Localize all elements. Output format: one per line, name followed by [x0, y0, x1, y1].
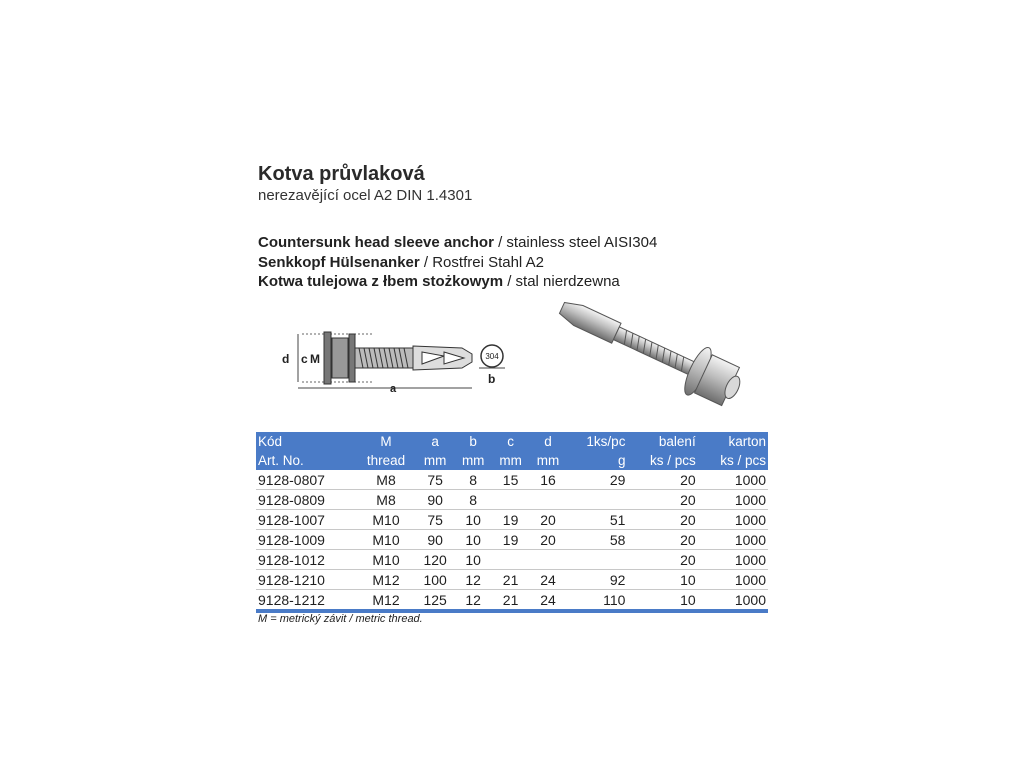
- cell-d: 16: [529, 470, 566, 490]
- dim-label-a: a: [390, 383, 397, 394]
- cell-c: 15: [492, 470, 529, 490]
- cell-package: 10: [627, 570, 697, 590]
- dim-label-d: d: [282, 352, 290, 366]
- col-subheader-thread: thread: [356, 451, 416, 470]
- anchor-dimension-diagram: [272, 326, 508, 394]
- cell-d: [529, 490, 566, 510]
- cell-carton: 1000: [698, 470, 768, 490]
- col-subheader-b: mm: [454, 451, 491, 470]
- cell-c: 21: [492, 590, 529, 612]
- table-row: [256, 530, 768, 550]
- col-subheader-a: mm: [416, 451, 455, 470]
- col-subheader-d: mm: [529, 451, 566, 470]
- col-subheader-package: ks / pcs: [627, 451, 697, 470]
- cell-c: 19: [492, 510, 529, 530]
- col-header-c: c: [492, 432, 529, 451]
- cell-b: 12: [454, 590, 491, 612]
- cell-weight: 92: [567, 570, 628, 590]
- table-row: [256, 490, 768, 510]
- cell-package: 20: [627, 530, 697, 550]
- cell-code: 9128-1212: [256, 590, 356, 612]
- cell-package: 20: [627, 470, 697, 490]
- cell-carton: 1000: [698, 550, 768, 570]
- cell-c: [492, 490, 529, 510]
- col-header-thread: M: [356, 432, 416, 451]
- table-row: [256, 510, 768, 530]
- cell-thread: M8: [356, 490, 416, 510]
- description-line-pl: Kotwa tulejowa z łbem stożkowym / stal nierdzewna: [258, 273, 620, 290]
- cell-carton: 1000: [698, 490, 768, 510]
- cell-thread: M10: [356, 530, 416, 550]
- table-header-row: [256, 432, 768, 451]
- cell-thread: M12: [356, 590, 416, 612]
- cell-thread: M12: [356, 570, 416, 590]
- cell-weight: 51: [567, 510, 628, 530]
- cell-carton: 1000: [698, 590, 768, 612]
- col-header-a: a: [416, 432, 455, 451]
- col-header-b: b: [454, 432, 491, 451]
- cell-weight: [567, 550, 628, 570]
- cell-a: 75: [416, 470, 455, 490]
- col-subheader-c: mm: [492, 451, 529, 470]
- spec-table: [256, 432, 768, 613]
- description-line-en: Countersunk head sleeve anchor / stainless steel AISI304: [258, 234, 658, 251]
- cell-weight: 58: [567, 530, 628, 550]
- cell-d: [529, 550, 566, 570]
- cell-d: 24: [529, 590, 566, 612]
- page-subtitle: nerezavějící ocel A2 DIN 1.4301: [258, 187, 473, 204]
- col-header-code: Kód: [256, 432, 356, 451]
- table-header-row: [256, 451, 768, 470]
- cell-b: 10: [454, 530, 491, 550]
- anchor-product-photo: [540, 293, 780, 423]
- cell-code: 9128-0807: [256, 470, 356, 490]
- cell-package: 10: [627, 590, 697, 612]
- col-header-weight: 1ks/pc: [567, 432, 628, 451]
- material-badge: 304: [485, 352, 499, 361]
- cell-thread: M10: [356, 510, 416, 530]
- dim-label-b: b: [488, 372, 496, 386]
- cell-code: 9128-0809: [256, 490, 356, 510]
- col-subheader-carton: ks / pcs: [698, 451, 768, 470]
- cell-code: 9128-1012: [256, 550, 356, 570]
- cell-a: 75: [416, 510, 455, 530]
- cell-package: 20: [627, 490, 697, 510]
- cell-b: 8: [454, 470, 491, 490]
- description-line-de: Senkkopf Hülsenanker / Rostfrei Stahl A2: [258, 253, 544, 271]
- cell-a: 100: [416, 570, 455, 590]
- col-header-d: d: [529, 432, 566, 451]
- col-header-package: balení: [627, 432, 697, 451]
- col-subheader-weight: g: [567, 451, 628, 470]
- col-header-carton: karton: [698, 432, 768, 451]
- dim-label-M: M: [310, 352, 320, 366]
- cell-carton: 1000: [698, 510, 768, 530]
- cell-code: 9128-1009: [256, 530, 356, 550]
- table-row: [256, 470, 768, 490]
- cell-c: [492, 550, 529, 570]
- descriptions: [258, 233, 657, 292]
- footnote: M = metrický závit / metric thread.: [258, 613, 423, 625]
- cell-carton: 1000: [698, 570, 768, 590]
- cell-d: 20: [529, 510, 566, 530]
- cell-weight: [567, 490, 628, 510]
- table-row: [256, 570, 768, 590]
- table-row: [256, 590, 768, 612]
- cell-carton: 1000: [698, 530, 768, 550]
- cell-b: 12: [454, 570, 491, 590]
- cell-b: 8: [454, 490, 491, 510]
- table-row: [256, 550, 768, 570]
- cell-weight: 110: [567, 590, 628, 612]
- cell-thread: M10: [356, 550, 416, 570]
- cell-b: 10: [454, 510, 491, 530]
- cell-c: 19: [492, 530, 529, 550]
- cell-code: 9128-1210: [256, 570, 356, 590]
- cell-weight: 29: [567, 470, 628, 490]
- cell-a: 90: [416, 530, 455, 550]
- dim-label-c: c: [301, 352, 308, 366]
- cell-a: 120: [416, 550, 455, 570]
- cell-a: 125: [416, 590, 455, 612]
- cell-d: 24: [529, 570, 566, 590]
- cell-package: 20: [627, 550, 697, 570]
- cell-thread: M8: [356, 470, 416, 490]
- cell-a: 90: [416, 490, 455, 510]
- cell-d: 20: [529, 530, 566, 550]
- page-title: Kotva průvlaková: [258, 163, 425, 185]
- cell-c: 21: [492, 570, 529, 590]
- cell-code: 9128-1007: [256, 510, 356, 530]
- cell-b: 10: [454, 550, 491, 570]
- cell-package: 20: [627, 510, 697, 530]
- col-subheader-code: Art. No.: [256, 451, 356, 470]
